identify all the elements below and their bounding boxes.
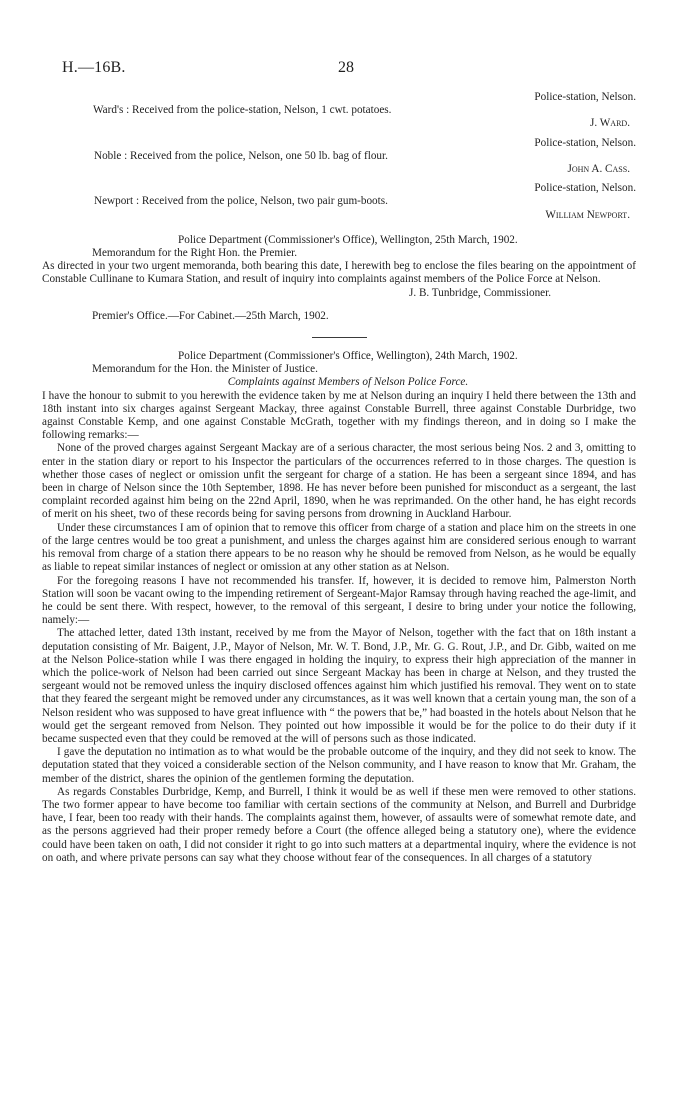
memo-heading-2: Police Department (Commissioner's Office, Wellington), 24th March, 1902. (178, 350, 518, 363)
memo-recipient-1: Memorandum for the Right Hon. the Premier. (92, 247, 298, 260)
section-divider (312, 337, 367, 338)
document-series-number: H.—16B. (62, 59, 126, 76)
memo-paragraph-7: As regards Constables Durbridge, Kemp, and Burrell, I think it would be as well if these men were removed to other stations. The two former appear to have become too familiar with certain sections of the community at Nelson, and Burrell and Durbridge have, I fear, been too ready with their hands. The complaints against them, however, of assaults were of somewhat remote date, and as the persons aggrieved had their proper remedy before a Court (the offence alleged being a statutory one), where the evidence could have been taken on oath, I did not consider it right to go into such matters at a departmental inquiry, where the evidence is not on oath, and where private persons can say what they choose without fear of the consequences. In all charges of a statutory (42, 785, 636, 864)
note-place-2: Police-station, Nelson. (534, 136, 636, 149)
memo-paragraph-1: I have the honour to submit to you herewith the evidence taken by me at Nelson during an inquiry I held there between the 13th and 18th instant into six charges against Sergeant Mackay, three against Constable Burrell, three against Constable Durbridge, two against Constable Kemp, and one against Constable McGrath, together with my findings thereon, and in doing so I make the following remarks:— (42, 389, 636, 442)
memo-subtitle: Complaints against Members of Nelson Police Force. (227, 376, 469, 389)
note-signature-3: William Newport. (545, 208, 630, 221)
premier-office-note: Premier's Office.—For Cabinet.—25th March, 1902. (92, 309, 329, 322)
note-signature-2: John A. Cass. (567, 163, 630, 176)
memo-paragraph-3: Under these circumstances I am of opinion that to remove this officer from charge of a station and place him on the streets in one of the large centres would be too great a punishment, and unless the charges against him are considered serious enough to warrant his removal from charge of a station there appears to be no reason why he should be removed from Nelson, as he would be equally as liable to repeat similar instances of neglect or omission at any other station as at Nelson. (42, 521, 636, 574)
memo-signature-1: J. B. Tunbridge, Commissioner. (409, 286, 552, 299)
note-text-2: Noble : Received from the police, Nelson, one 50 lb. bag of flour. (94, 149, 388, 162)
note-place-3: Police-station, Nelson. (534, 182, 636, 195)
note-text-3: Newport : Received from the police, Nelson, two pair gum-boots. (94, 195, 388, 208)
memo-paragraph-5: The attached letter, dated 13th instant, received by me from the Mayor of Nelson, together with the fact that on 18th instant a deputation consisting of Mr. Baigent, J.P., Mayor of Nelson, Mr. W. T. Bond, J.P., Mr. G. G. Rout, J.P., and Dr. Gibb, waited on me at the Nelson Police-station while I was there engaged in holding the inquiry, to express their high appreciation of the manner in which the police-work of Nelson had been carried out since Sergeant Mackay has been in charge at Nelson, and they trusted the sergeant would not be removed unless the inquiry disclosed offences against him which justified his removal. They went on to state that they feared the sergeant might be removed under any circumstances, as it was well known that a certain young man, the son of a Nelson resident who was supposed to have great influence with “ the powers that be,” had boasted in the hotels about Nelson that he would get the sergeant removed from Nelson. They pointed out how impossible it would be for the police to do their duty if it became suspected even that they could be removed at the will of persons such as those indicated. (42, 627, 636, 745)
memo-heading-1: Police Department (Commissioner's Office), Wellington, 25th March, 1902. (178, 233, 518, 246)
page-number: 28 (338, 59, 354, 76)
memo-paragraph-4: For the foregoing reasons I have not recommended his transfer. If, however, it is decided to remove him, Palmerston North Station will soon be vacant owing to the impending retirement of Sergeant-Major Ramsay through having reached the age-limit, and he could be sent there. With respect, however, to the removal of this sergeant, I desire to bring under your notice the following, namely:— (42, 574, 636, 627)
note-text-1: Ward's : Received from the police-station, Nelson, 1 cwt. potatoes. (93, 104, 392, 117)
note-place-1: Police-station, Nelson. (534, 91, 636, 103)
document-body (42, 91, 636, 865)
note-signature-1: J. Ward. (590, 117, 630, 130)
memo-body-1: As directed in your two urgent memoranda, both bearing this date, I herewith beg to enclose the files bearing on the appointment of Constable Cullinane to Kumara Station, and result of inquiry into complaints against members of the Police Force at Nelson. (42, 260, 636, 286)
memo-paragraph-2: None of the proved charges against Sergeant Mackay are of a serious character, the most serious being Nos. 2 and 3, omitting to enter in the station diary or report to his Inspector the particulars of the occurrences referred to in those charges. The question is whether those cases of neglect or omission unfit the sergeant for charge of a station. He has been a sergeant since 1894, and has been in charge of Nelson since the 10th September, 1898. He has never before been punished for misconduct as a sergeant, the last complaint recorded against him being on the 22nd April, 1890, when he was reprimanded. On the other hand, he has eight records of merit on his sheet, two of these records being for saving persons from drowning in Auckland Harbour. (42, 442, 636, 521)
memo-recipient-2: Memorandum for the Hon. the Minister of Justice. (92, 363, 318, 376)
memo-paragraph-6: I gave the deputation no intimation as to what would be the probable outcome of the inquiry, and they did not seek to know. The deputation stated that they voiced a considerable section of the Nelson community, and I have reason to know that Mr. Graham, the member of the district, shares the opinion of the gentlemen forming the deputation. (42, 746, 636, 785)
